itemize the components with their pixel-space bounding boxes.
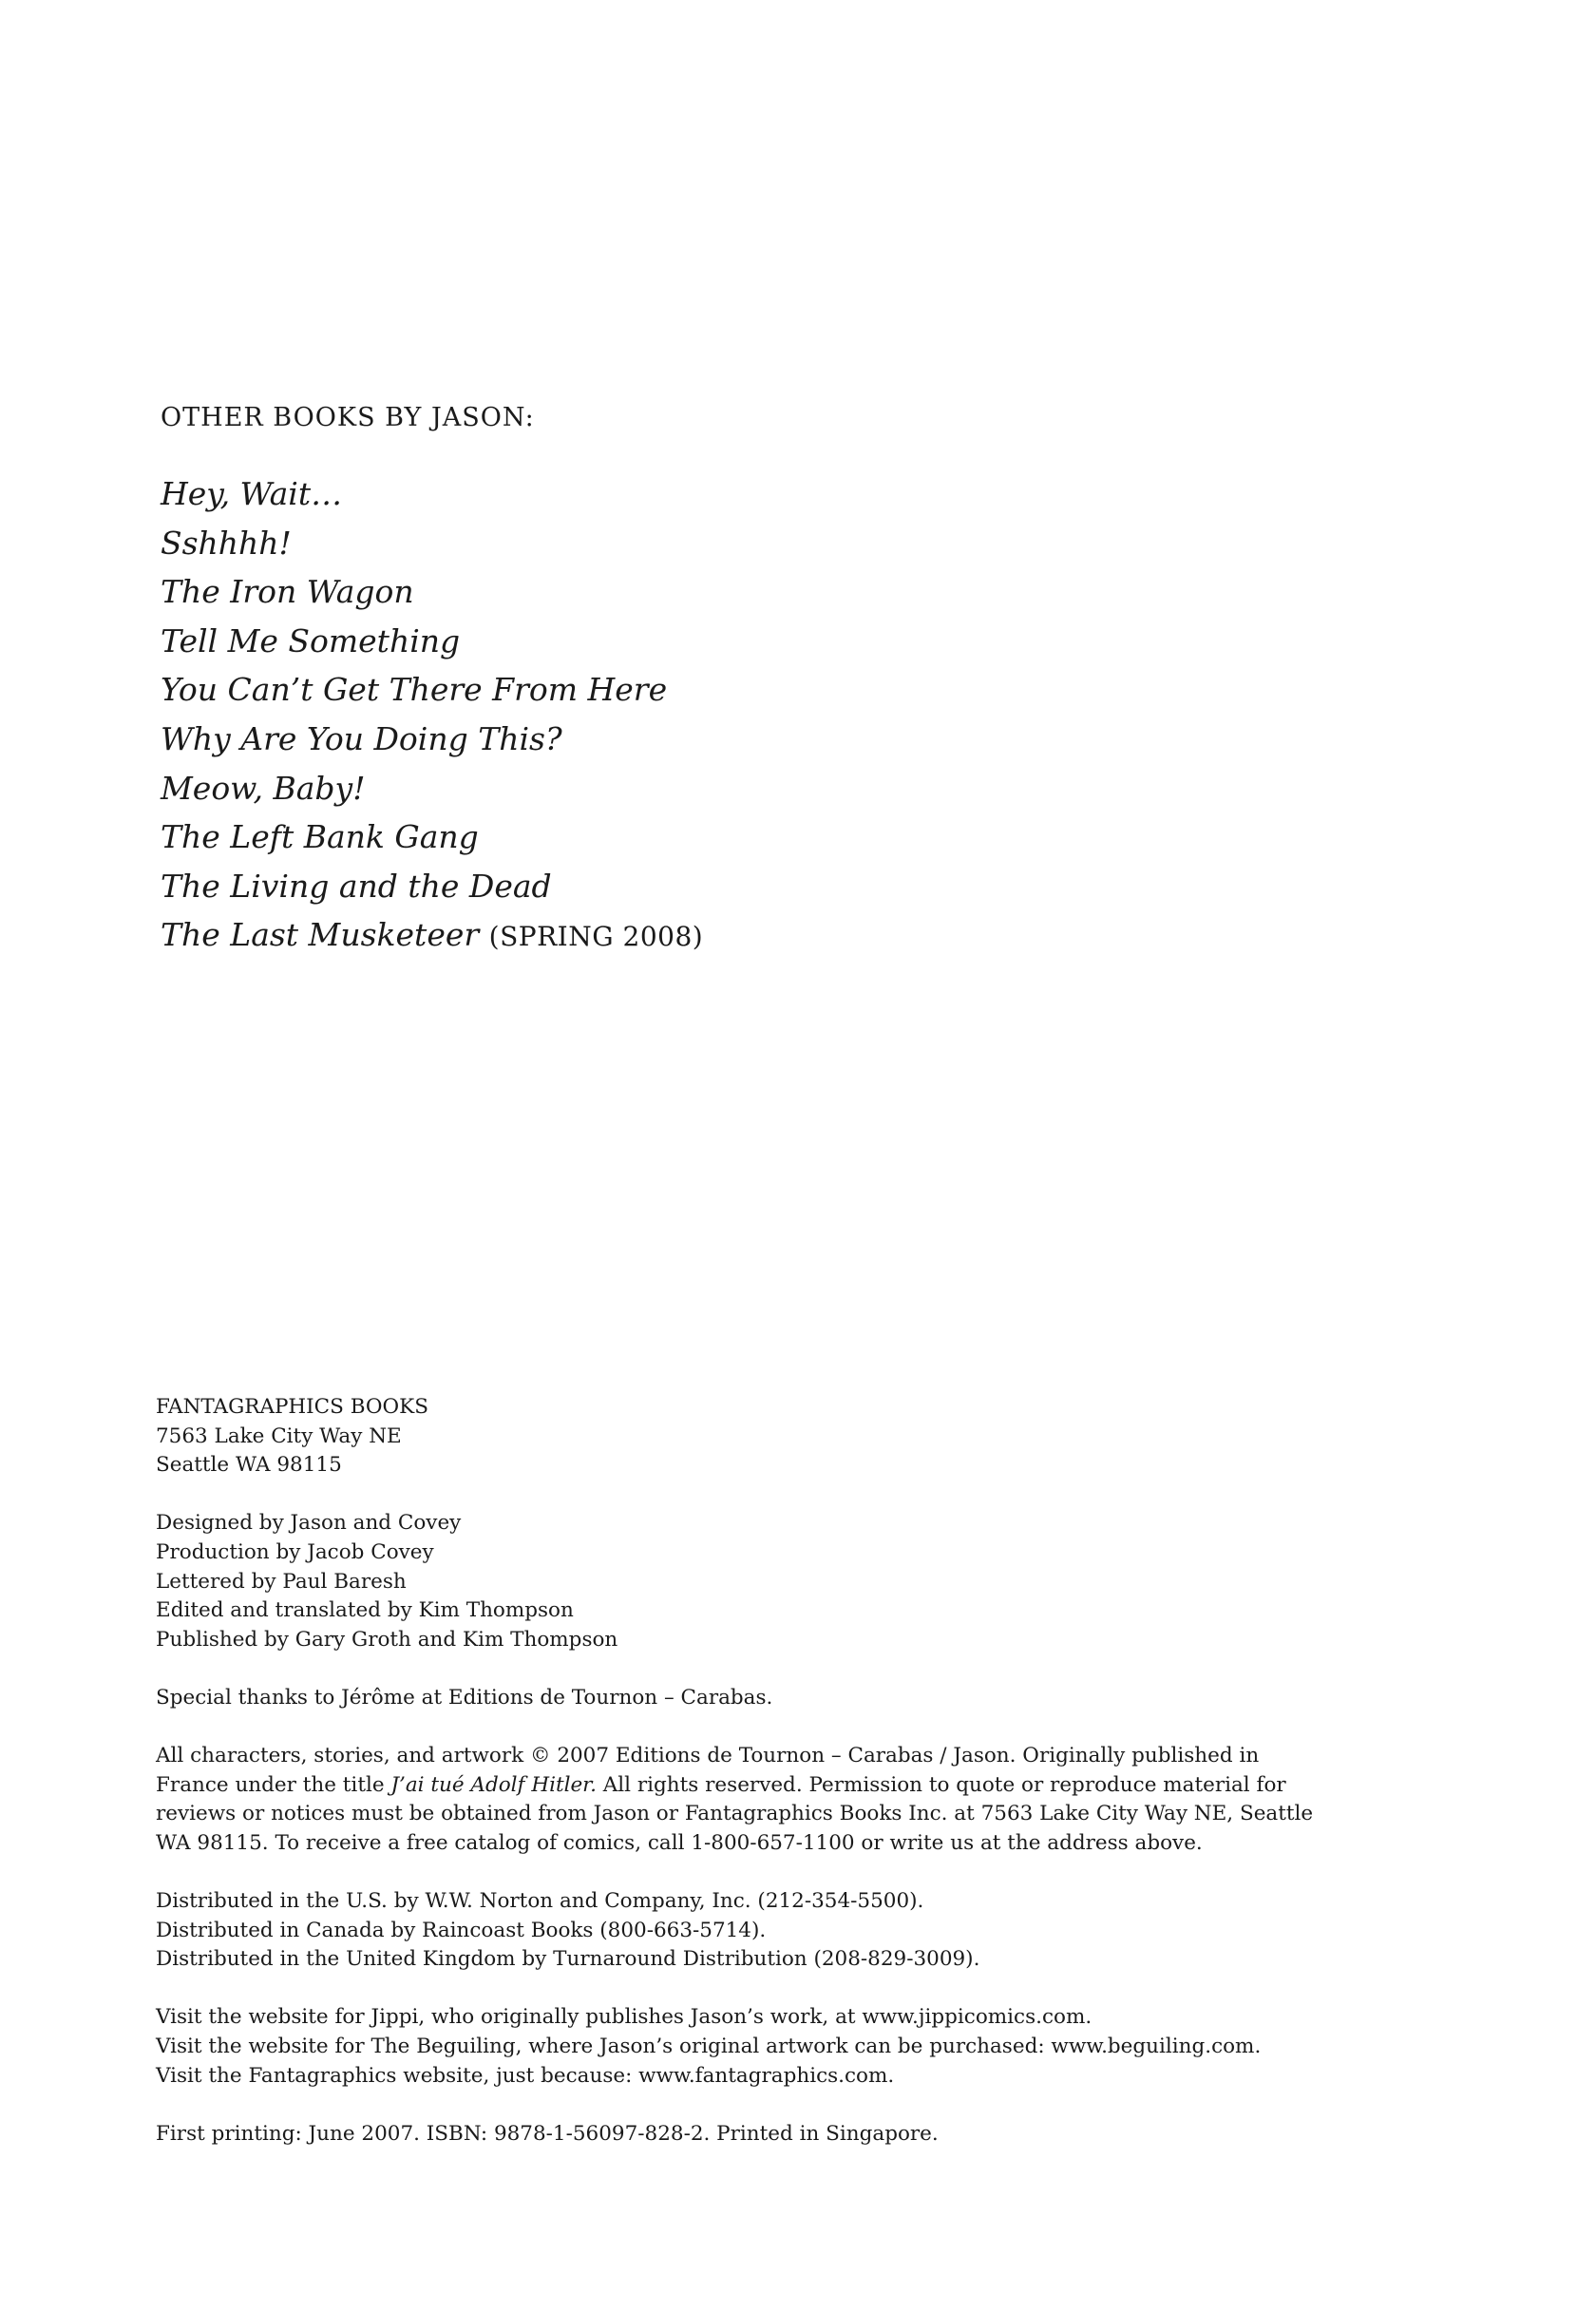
website-line: Visit the website for Jippi, who originally publishes Jason’s work, at www.jippicomics.com. (156, 2005, 1092, 2030)
credit-line: Production by Jacob Covey (156, 1539, 434, 1564)
book-title: The Left Bank Gang (161, 818, 479, 856)
book-title: Tell Me Something (161, 621, 461, 659)
colophon (156, 1393, 1314, 2178)
thanks-line: Special thanks to Jérôme at Editions de Tournon – Carabas. (156, 1685, 773, 1710)
publisher-city: Seattle WA 98115 (156, 1453, 342, 1478)
book-title: Sshhhh! (161, 524, 292, 562)
credit-line: Published by Gary Groth and Kim Thompson (156, 1627, 618, 1652)
book-title: You Can’t Get There From Here (161, 671, 668, 709)
book-title: The Living and the Dead (161, 867, 552, 905)
publisher-name: FANTAGRAPHICS BOOKS (156, 1395, 428, 1419)
distribution-line: Distributed in Canada by Raincoast Books (800-663-5714). (156, 1918, 767, 1942)
distribution-info (156, 1887, 1296, 1975)
credit-line: Edited and translated by Kim Thompson (156, 1598, 574, 1623)
book-title-last (161, 910, 1111, 960)
website-line: Visit the Fantagraphics website, just because: www.fantagraphics.com. (156, 2063, 895, 2088)
publisher-street: 7563 Lake City Way NE (156, 1424, 402, 1448)
printing-line: First printing: June 2007. ISBN: 9878-1-56097-828-2. Printed in Singapore. (156, 2121, 939, 2146)
credit-line: Designed by Jason and Covey (156, 1511, 462, 1536)
book-title-last-text: The Last Musketeer (161, 916, 480, 954)
printing-info (156, 2120, 1296, 2150)
book-title: The Iron Wagon (161, 573, 414, 611)
publisher-address (156, 1393, 1296, 1481)
website-info (156, 2003, 1296, 2091)
book-title: Hey, Wait… (161, 475, 343, 512)
rights-prefix: France under the title (156, 1772, 391, 1797)
rights-suffix: All rights reserved. Permission to quote or reproduce material for (596, 1772, 1286, 1797)
special-thanks (156, 1684, 1296, 1713)
rights-line: All characters, stories, and artwork © 2007 Editions de Tournon – Carabas / Jason. Originally published in (156, 1744, 1260, 1768)
rights-line (156, 1771, 1296, 1801)
other-books-section (161, 399, 1111, 960)
distribution-line: Distributed in the United Kingdom by Turnaround Distribution (208-829-3009). (156, 1947, 980, 1972)
book-list (161, 469, 1111, 960)
distribution-line: Distributed in the U.S. by W.W. Norton and Company, Inc. (212-354-5500). (156, 1889, 924, 1914)
rights-line: WA 98115. To receive a free catalog of comics, call 1-800-657-1100 or write us at the address above. (156, 1830, 1203, 1855)
other-books-heading: OTHER BOOKS BY JASON: (161, 403, 535, 432)
book-title: Why Are You Doing This? (161, 719, 562, 757)
rights-line: reviews or notices must be obtained from Jason or Fantagraphics Books Inc. at 7563 Lake City Way NE, Seattle (156, 1802, 1314, 1826)
rights-notice (156, 1742, 1314, 1858)
original-title: J’ai tué Adolf Hitler. (390, 1772, 597, 1797)
credits (156, 1509, 1296, 1654)
book-release-note: (SPRING 2008) (488, 921, 704, 953)
website-line: Visit the website for The Beguiling, where Jason’s original artwork can be purchased: www.beguiling.com. (156, 2035, 1262, 2059)
credit-line: Lettered by Paul Baresh (156, 1569, 407, 1594)
book-title: Meow, Baby! (161, 769, 366, 807)
